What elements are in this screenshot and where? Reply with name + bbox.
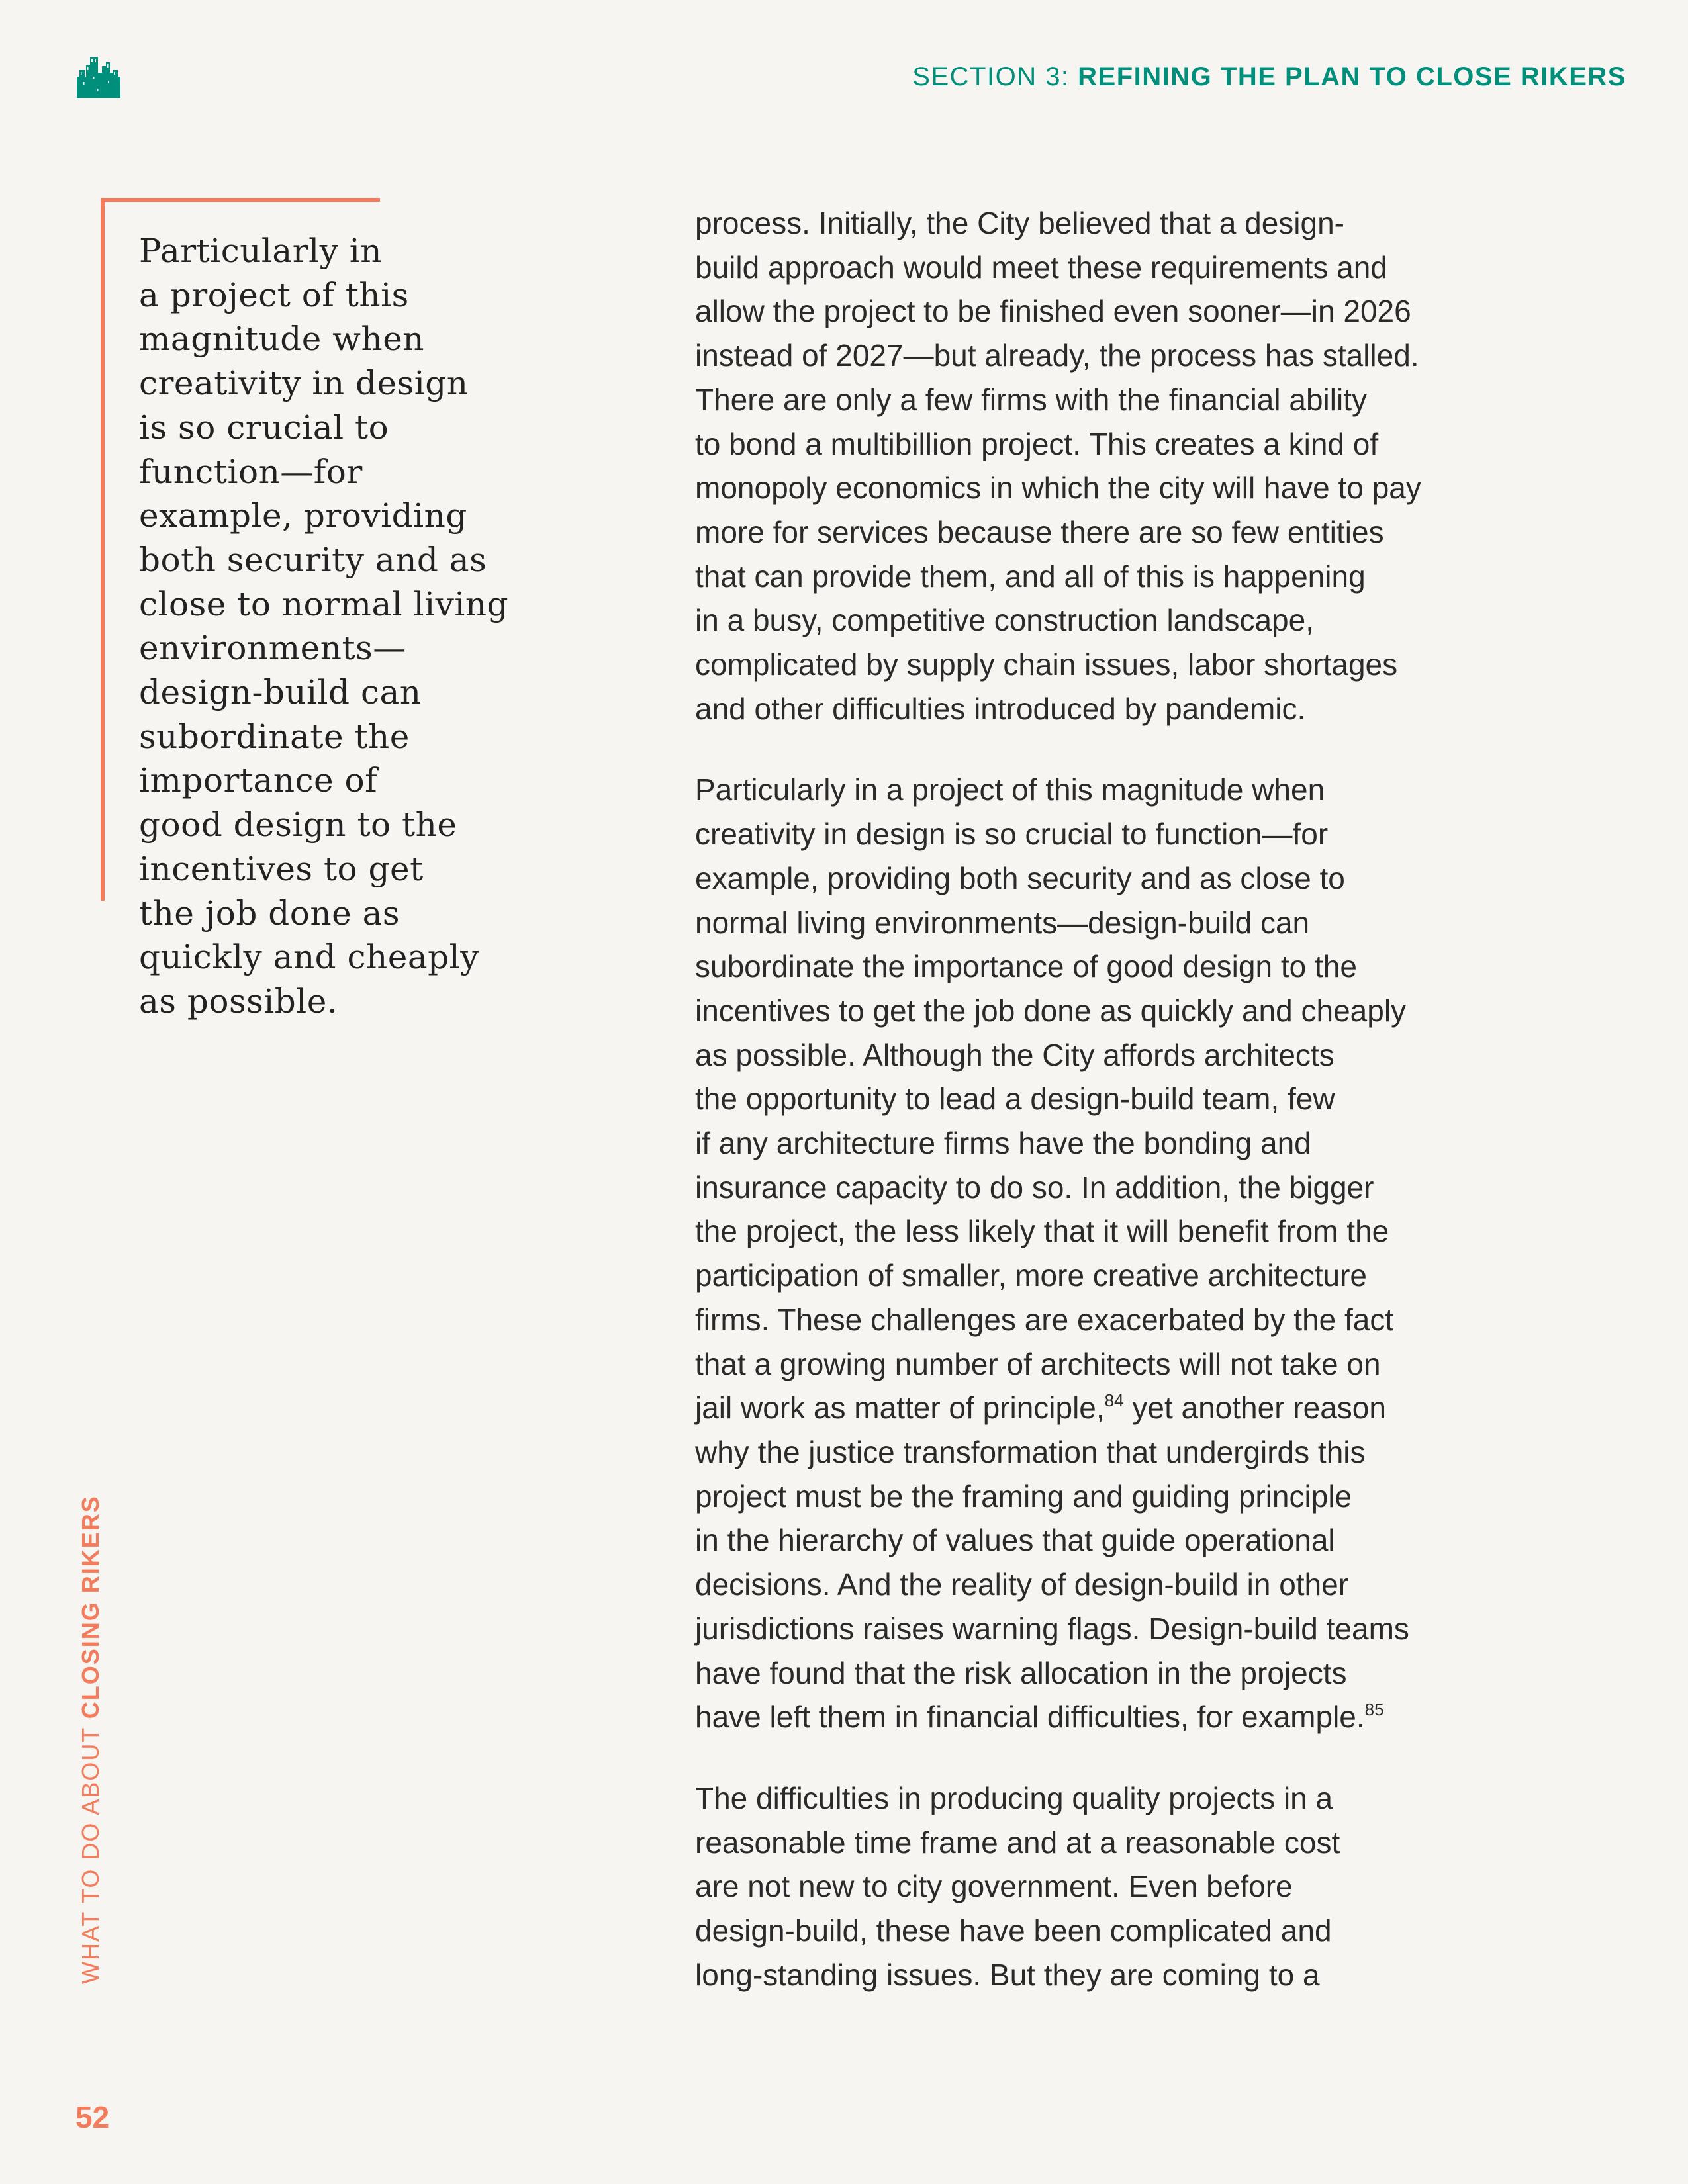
pull-quote-line: a project of this (139, 275, 409, 314)
pull-quote-line: as possible. (139, 981, 338, 1021)
pull-quote-line: both security and as (139, 540, 487, 579)
pull-quote-line: environments— (139, 629, 406, 668)
pull-quote-line: quickly and cheaply (139, 938, 479, 977)
pull-quote (139, 229, 508, 1024)
pull-quote-line: magnitude when (139, 320, 424, 359)
section-prefix: SECTION 3: (912, 62, 1078, 91)
section-title: REFINING THE PLAN TO CLOSE RIKERS (1078, 62, 1626, 91)
pull-quote-line: creativity in design (139, 364, 469, 403)
body-line: The difficulties in producing quality projects in a (695, 1780, 1333, 1815)
body-line: normal living environments—design-build can (695, 905, 1310, 940)
body-line: jurisdictions raises warning flags. Design-build teams (695, 1611, 1409, 1646)
body-line: design-build, these have been complicated and (695, 1913, 1332, 1948)
body-line: insurance capacity to do so. In addition, the bigger (695, 1169, 1374, 1205)
body-line: creativity in design is so crucial to function—for (695, 817, 1329, 852)
side-label-prefix: WHAT TO DO ABOUT (77, 1719, 104, 1984)
body-line: that a growing number of architects will not take on (695, 1346, 1381, 1381)
pull-quote-line: good design to the (139, 805, 457, 844)
body-line: the opportunity to lead a design-build team, few (695, 1081, 1335, 1116)
body-line: monopoly economics in which the city will have to pay (695, 471, 1421, 506)
body-line: example, providing both security and as close to (695, 860, 1345, 895)
pull-quote-line: incentives to get (139, 849, 424, 888)
pull-quote-line: is so crucial to (139, 408, 389, 447)
paragraph-2 (695, 768, 1421, 1739)
paragraph-1 (695, 201, 1421, 731)
body-line: more for services because there are so few entities (695, 514, 1384, 549)
body-line: firms. These challenges are exacerbated by the fact (695, 1302, 1394, 1337)
body-line: complicated by supply chain issues, labor shortages (695, 647, 1398, 682)
pull-quote-line: Particularly in (139, 232, 382, 270)
paragraph-3 (695, 1776, 1421, 1997)
footnote-84[interactable]: 84 (1104, 1390, 1124, 1411)
body-line: instead of 2027—but already, the process has stalled. (695, 338, 1419, 373)
pull-quote-line: subordinate the (139, 717, 410, 756)
body-line: the project, the less likely that it will benefit from the (695, 1214, 1389, 1249)
city-skyline-icon (77, 57, 120, 98)
body-line: build approach would meet these requirements and (695, 250, 1387, 285)
body-line: in the hierarchy of values that guide operational (695, 1523, 1335, 1558)
body-line: participation of smaller, more creative architecture (695, 1258, 1367, 1293)
body-line: and other difficulties introduced by pandemic. (695, 691, 1306, 726)
pull-quote-line: the job done as (139, 893, 400, 933)
body-line: in a busy, competitive construction landscape, (695, 603, 1314, 638)
pull-quote-line: example, providing (139, 496, 467, 535)
pull-quote-line: importance of (139, 761, 378, 800)
body-line (695, 1695, 1421, 1739)
footnote-85[interactable]: 85 (1364, 1700, 1384, 1720)
body-line: reasonable time frame and at a reasonable cost (695, 1825, 1340, 1860)
body-line: if any architecture firms have the bonding and (695, 1126, 1311, 1161)
body-text-span: yet another reason (1123, 1390, 1386, 1426)
body-line: process. Initially, the City believed that a design- (695, 206, 1344, 240)
publication-side-label (77, 1495, 105, 1984)
body-line: There are only a few firms with the financial ability (695, 382, 1367, 417)
body-line: to bond a multibillion project. This creates a kind of (695, 426, 1379, 461)
body-line: that can provide them, and all of this is happening (695, 559, 1366, 594)
side-label-emphasis: CLOSING RIKERS (77, 1495, 104, 1719)
pull-quote-line: close to normal living (139, 584, 509, 623)
body-text (695, 201, 1421, 2034)
section-header (912, 62, 1626, 92)
body-line: have found that the risk allocation in the projects (695, 1655, 1347, 1690)
body-line (695, 1386, 1421, 1430)
page-number: 52 (75, 2100, 110, 2134)
pull-quote-line: design-build can (139, 673, 422, 712)
body-line: Particularly in a project of this magnitude when (695, 772, 1325, 807)
body-line: incentives to get the job done as quickly and cheaply (695, 993, 1407, 1028)
body-text-span: jail work as matter of principle, (695, 1390, 1105, 1426)
pull-quote-line: function—for (139, 452, 363, 491)
body-text-span: have left them in financial difficulties, for example. (695, 1700, 1365, 1735)
body-line: why the justice transformation that undergirds this (695, 1434, 1366, 1469)
body-line: long-standing issues. But they are coming to a (695, 1957, 1320, 1992)
body-line: are not new to city government. Even before (695, 1869, 1293, 1904)
body-line: as possible. Although the City affords architects (695, 1037, 1335, 1072)
body-line: project must be the framing and guiding principle (695, 1479, 1352, 1514)
body-line: decisions. And the reality of design-build in other (695, 1567, 1349, 1602)
body-line: allow the project to be finished even sooner—in 2026 (695, 294, 1411, 329)
body-line: subordinate the importance of good design to the (695, 949, 1357, 984)
